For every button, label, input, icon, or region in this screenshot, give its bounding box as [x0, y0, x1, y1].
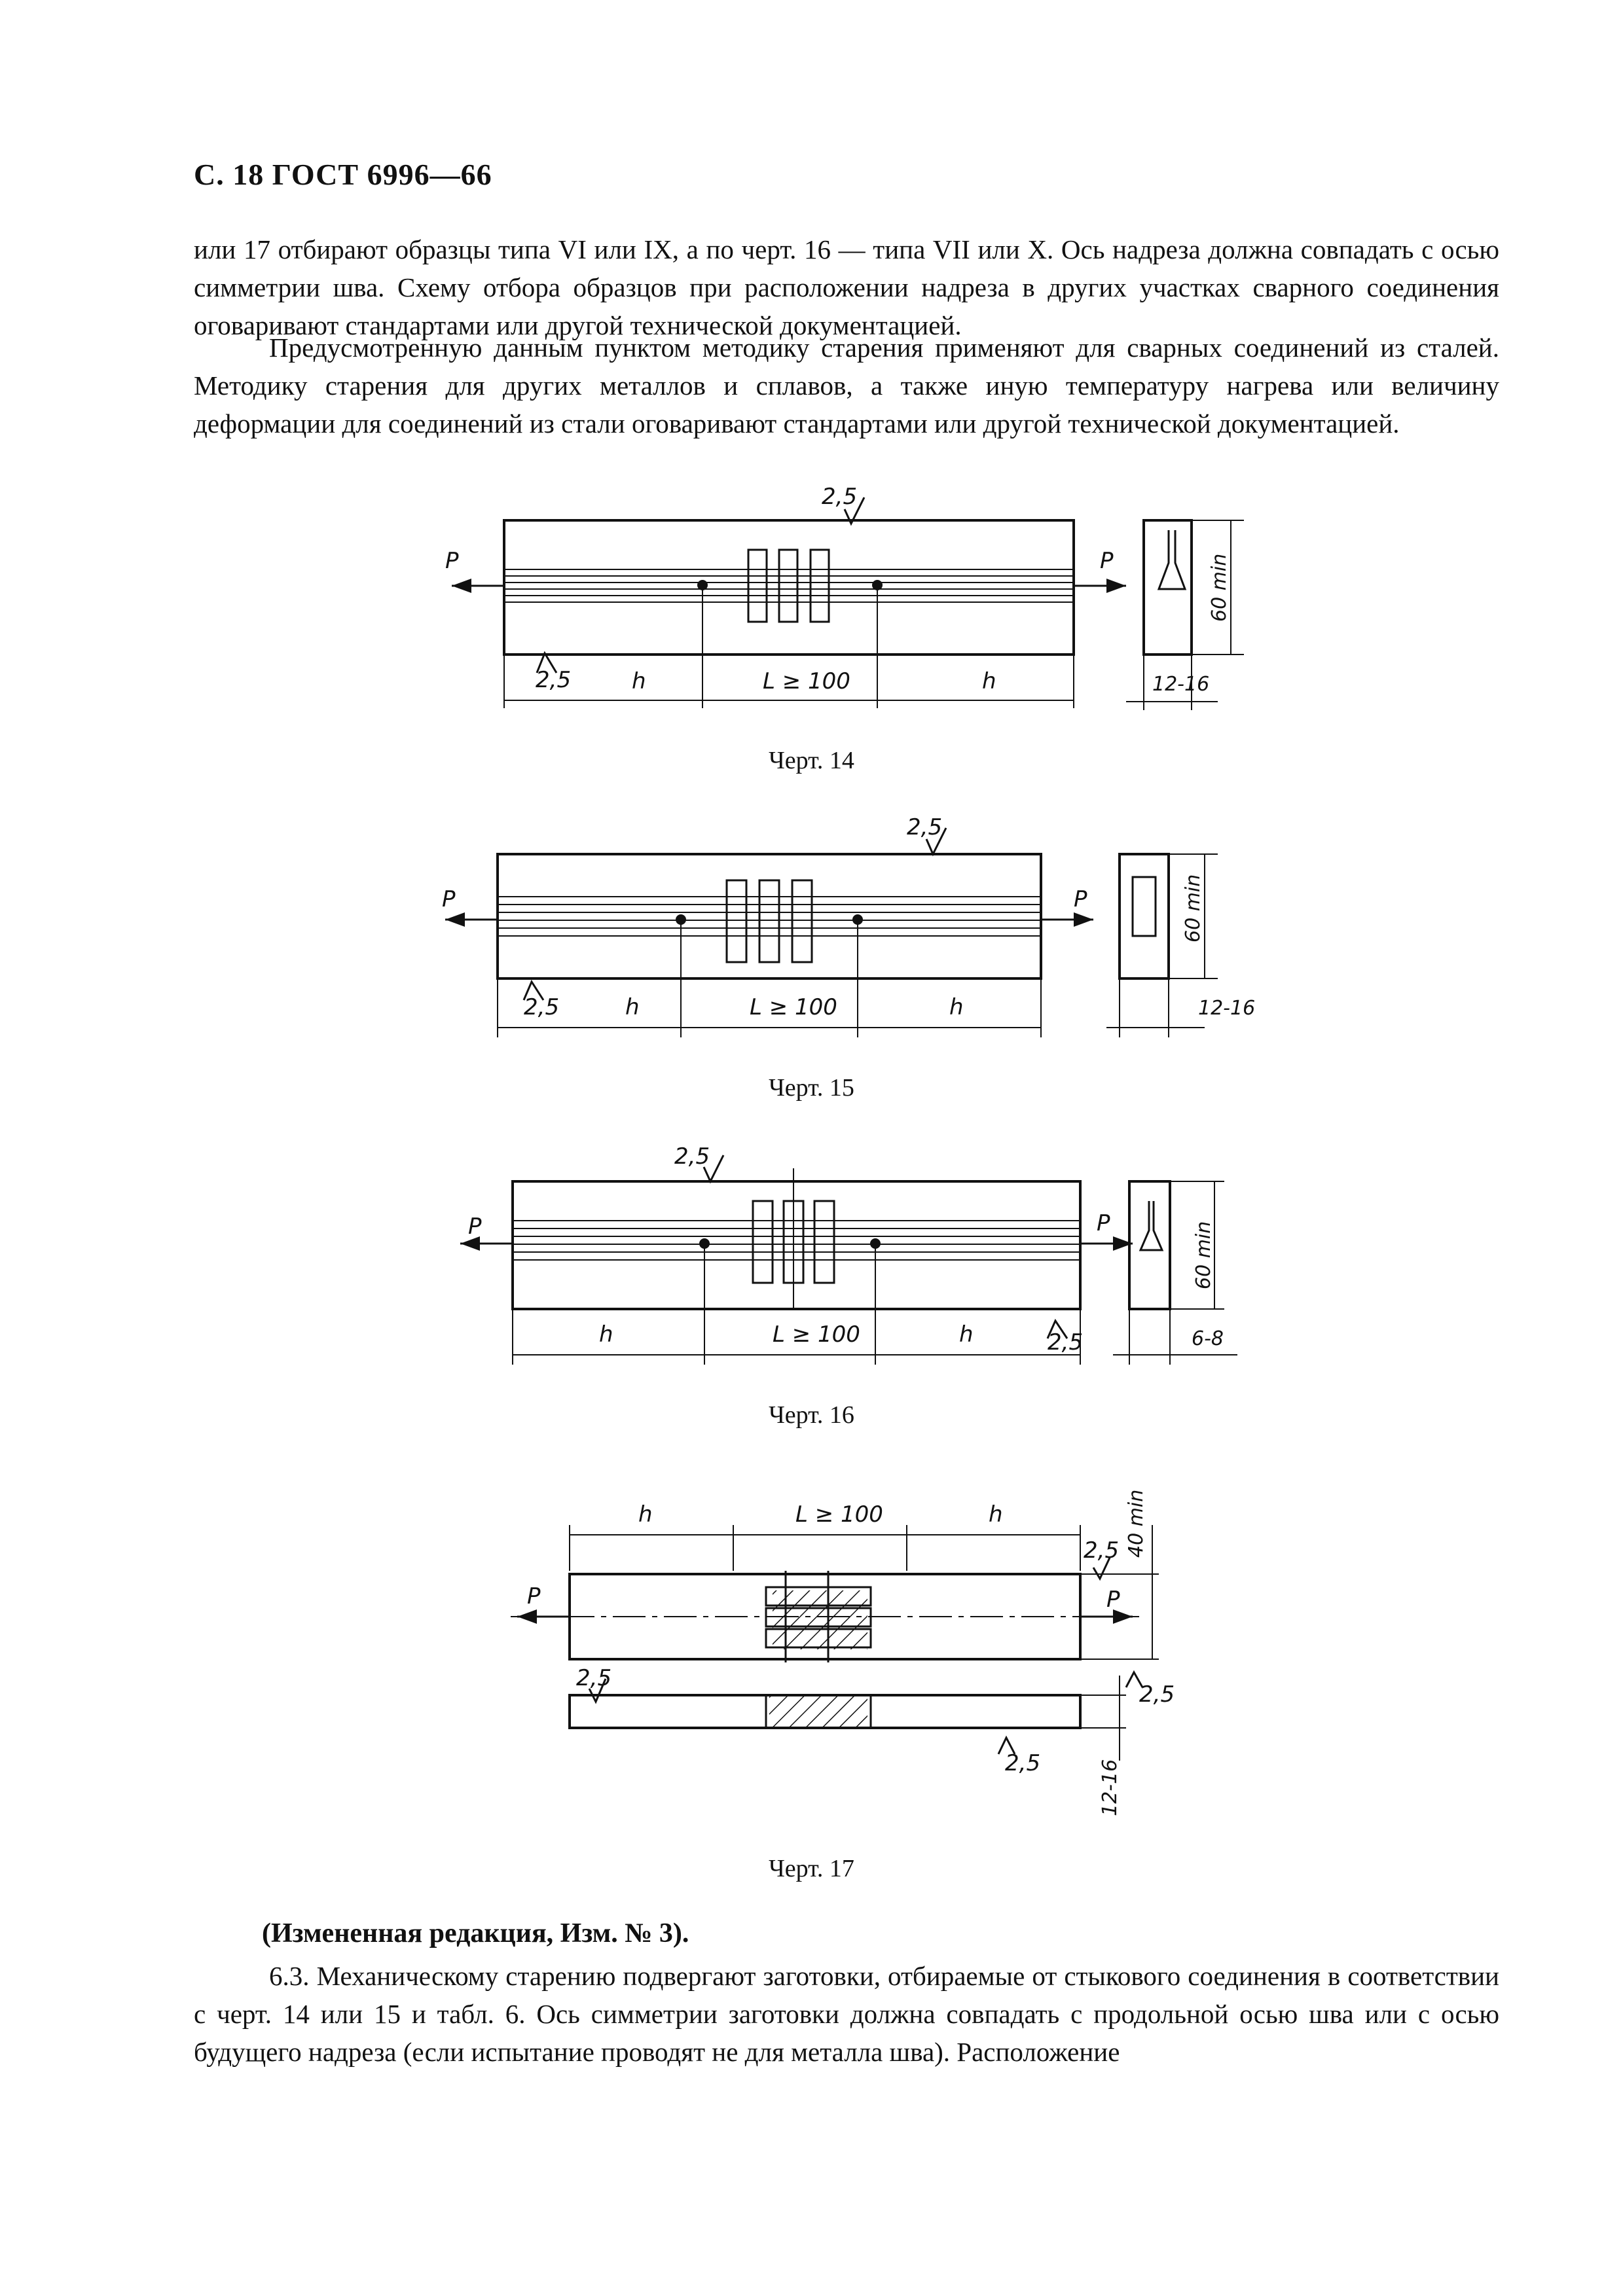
fig17-rough-right-top: 2,5 [1084, 1537, 1120, 1564]
fig14-h-left: h [632, 668, 646, 694]
fig17-rough-right: 2,5 [1139, 1681, 1175, 1708]
fig17-L: L ≥ 100 [795, 1501, 883, 1528]
fig14-force-left: P [445, 548, 459, 574]
fig14-rough-top: 2,5 [822, 484, 858, 510]
fig15-h-right: h [949, 994, 964, 1020]
fig15-rough-bottom: 2,5 [524, 994, 560, 1020]
fig16-L: L ≥ 100 [773, 1321, 860, 1348]
paragraph-3: 6.3. Механическому старению подвергают заготовки, отбираемые от стыкового соединения в соответствии с черт. 14 или 15 и табл. 6. Ось симметрии заготовки должна совпадать с продольной осью шва или с осью будущего надреза (если испытание проводят не для металла шва). Расположение [194, 1961, 1499, 2067]
fig16-force-right: P [1097, 1210, 1110, 1236]
fig15-force-right: P [1074, 886, 1087, 912]
revision-note: (Измененная редакция, Изм. № 3). [262, 1918, 689, 1948]
fig14-L: L ≥ 100 [763, 668, 850, 694]
fig16-rough-top: 2,5 [674, 1143, 710, 1170]
fig14-force-right: P [1100, 548, 1114, 574]
fig15-dim-height: 60 min [1182, 874, 1205, 942]
fig17-h-right: h [989, 1501, 1003, 1528]
fig17-rough-left: 2,5 [576, 1665, 612, 1691]
fig14-rough-bottom: 2,5 [536, 667, 572, 693]
fig17-caption: Черт. 17 [769, 1855, 854, 1882]
fig14-dim-thick: 12-16 [1152, 673, 1210, 696]
fig16-dim-height: 60 min [1192, 1221, 1215, 1289]
fig14-h-right: h [982, 668, 996, 694]
fig15-force-left: P [442, 886, 456, 912]
fig17-h-left: h [638, 1501, 653, 1528]
fig17-force-left: P [527, 1583, 541, 1609]
fig15-h-left: h [625, 994, 640, 1020]
paragraph-1: или 17 отбирают образцы типа VI или IX, а по черт. 16 — типа VII или X. Ось надреза должна совпадать с осью симметрии шва. Схему отбора образцов при расположении надреза в других участках сварного соединения оговаривают стандартами или другой технической документацией. [194, 234, 1499, 340]
fig17-dim-height: 40 min [1125, 1489, 1148, 1558]
fig17-rough-bottom: 2,5 [1005, 1750, 1041, 1776]
fig17-dim-thick: 12-16 [1099, 1759, 1122, 1816]
fig16-h-left: h [599, 1321, 613, 1348]
fig17-force-right: P [1106, 1587, 1120, 1613]
fig15-L: L ≥ 100 [750, 994, 837, 1020]
fig16-force-left: P [468, 1213, 482, 1240]
paragraph-2: Предусмотренную данным пунктом методику старения применяют для сварных соединений из сталей. Методику старения для других металлов и сплавов, а также иную температуру нагрева или величину деформации для соединений из стали оговаривают стандартами или другой технической документацией. [194, 332, 1499, 439]
fig16-dim-thick: 6-8 [1192, 1327, 1224, 1350]
page-header: С. 18 ГОСТ 6996—66 [194, 158, 492, 191]
fig14-dim-height: 60 min [1208, 553, 1231, 622]
fig15-rough-top: 2,5 [907, 814, 943, 840]
fig17-drawing [511, 1525, 1159, 1761]
fig15-dim-thick: 12-16 [1198, 997, 1256, 1020]
fig16-h-right: h [959, 1321, 974, 1348]
fig15-caption: Черт. 15 [769, 1074, 854, 1102]
fig14-caption: Черт. 14 [769, 747, 854, 774]
fig16-rough-bottom: 2,5 [1048, 1329, 1084, 1355]
fig16-caption: Черт. 16 [769, 1401, 854, 1429]
